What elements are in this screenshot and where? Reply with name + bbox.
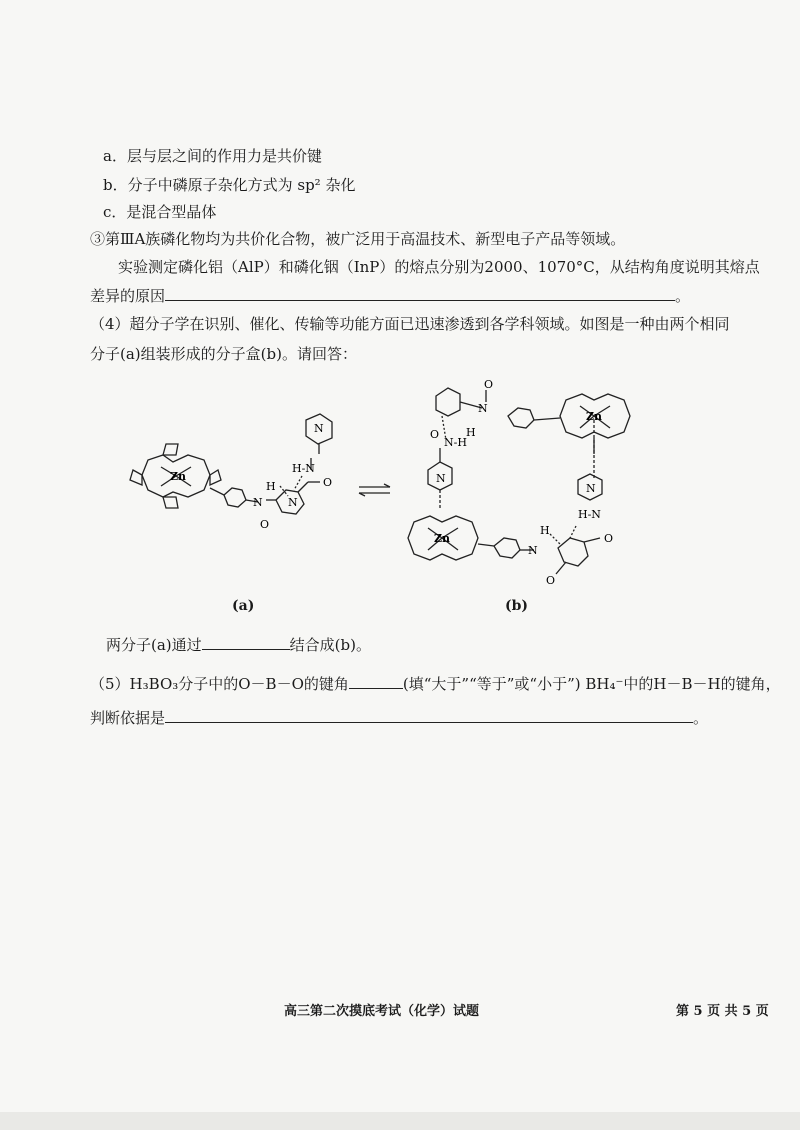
q5-line2 (90, 706, 708, 728)
n-label-b1: N (478, 402, 488, 415)
o-label-a2: O (260, 518, 270, 531)
q5-angle-blank[interactable] (349, 672, 403, 689)
q4-fill-suffix: 结合成(b)。 (289, 636, 371, 654)
nh-label-b1: N-H (444, 436, 467, 449)
molecule-a-svg (128, 410, 353, 555)
option-c: c．是混合型晶体 (103, 203, 217, 221)
h-label-b1: H (466, 426, 476, 439)
q4-fill-line (106, 633, 371, 655)
q3-answer-prefix: 差异的原因 (90, 287, 166, 305)
q3-sentence: 实验测定磷化铝（AlP）和磷化铟（InP）的熔点分别为2000、1070°C，从结构角度说明其熔点 (118, 258, 760, 276)
molecule-a-figure (128, 410, 353, 555)
q4-line2: 分子(a)组装形成的分子盒(b)。请回答： (90, 345, 357, 363)
q4-line1: （4）超分子学在识别、催化、传输等功能方面已迅速渗透到各学科领域。如图是一种由两个相同 (90, 315, 730, 333)
caption-b: (b) (505, 598, 529, 614)
o-label-b1: O (484, 378, 494, 391)
option-a: a．层与层之间的作用力是共价键 (103, 147, 322, 165)
zn-label-a: Zn (170, 470, 187, 483)
caption-a: (a) (232, 598, 255, 614)
o-label-b4: O (546, 574, 556, 587)
o-label-b3: O (604, 532, 614, 545)
footer-page: 第 5 页 共 5 页 (676, 1004, 769, 1019)
q4-fill-blank[interactable] (202, 633, 290, 650)
option-b: b．分子中磷原子杂化方式为 sp² 杂化 (103, 176, 356, 194)
n-label-b4: N (528, 544, 538, 557)
q5-reason-blank[interactable] (165, 706, 693, 723)
o-label-a1: O (323, 476, 333, 489)
q5-reason-prefix: 判断依据是 (90, 709, 166, 727)
zn-label-b2: Zn (434, 532, 451, 545)
h-label-a1: H (266, 480, 276, 493)
q5-line1 (90, 672, 781, 694)
hn-label-b: H-N (578, 508, 601, 521)
zn-label-b1: Zn (586, 410, 603, 423)
hn-label-a: H-N (292, 462, 315, 475)
q3-answer-line (90, 284, 690, 306)
n-label-b2: N (436, 472, 446, 485)
q3-intro: ③第ⅢA族磷化物均为共价化合物，被广泛用于高温技术、新型电子产品等领域。 (90, 230, 626, 248)
n-label-a1: N (253, 496, 263, 509)
molecule-b-figure (400, 378, 670, 593)
h-label-b2: H (540, 524, 550, 537)
molecule-b-svg (400, 378, 670, 593)
footer-title: 高三第二次摸底考试（化学）试题 (284, 1004, 480, 1019)
q5-part1: （5）H₃BO₃分子中的O－B－O的键角 (90, 675, 349, 693)
n-label-b3: N (586, 482, 596, 495)
o-label-b2: O (430, 428, 440, 441)
n-label-a3: N (314, 422, 324, 435)
q3-answer-suffix: 。 (675, 287, 691, 305)
q5-part2: (填“大于”“等于”或“小于”) BH₄⁻中的H－B－H的键角， (402, 675, 781, 693)
n-label-a2: N (288, 496, 298, 509)
equilibrium-arrow (357, 482, 393, 496)
q3-answer-blank[interactable] (165, 284, 675, 301)
q5-reason-suffix: 。 (693, 709, 709, 727)
equilibrium-arrow-svg (357, 483, 393, 497)
q4-fill-prefix: 两分子(a)通过 (106, 636, 202, 654)
scan-bottom-edge (0, 1112, 800, 1130)
